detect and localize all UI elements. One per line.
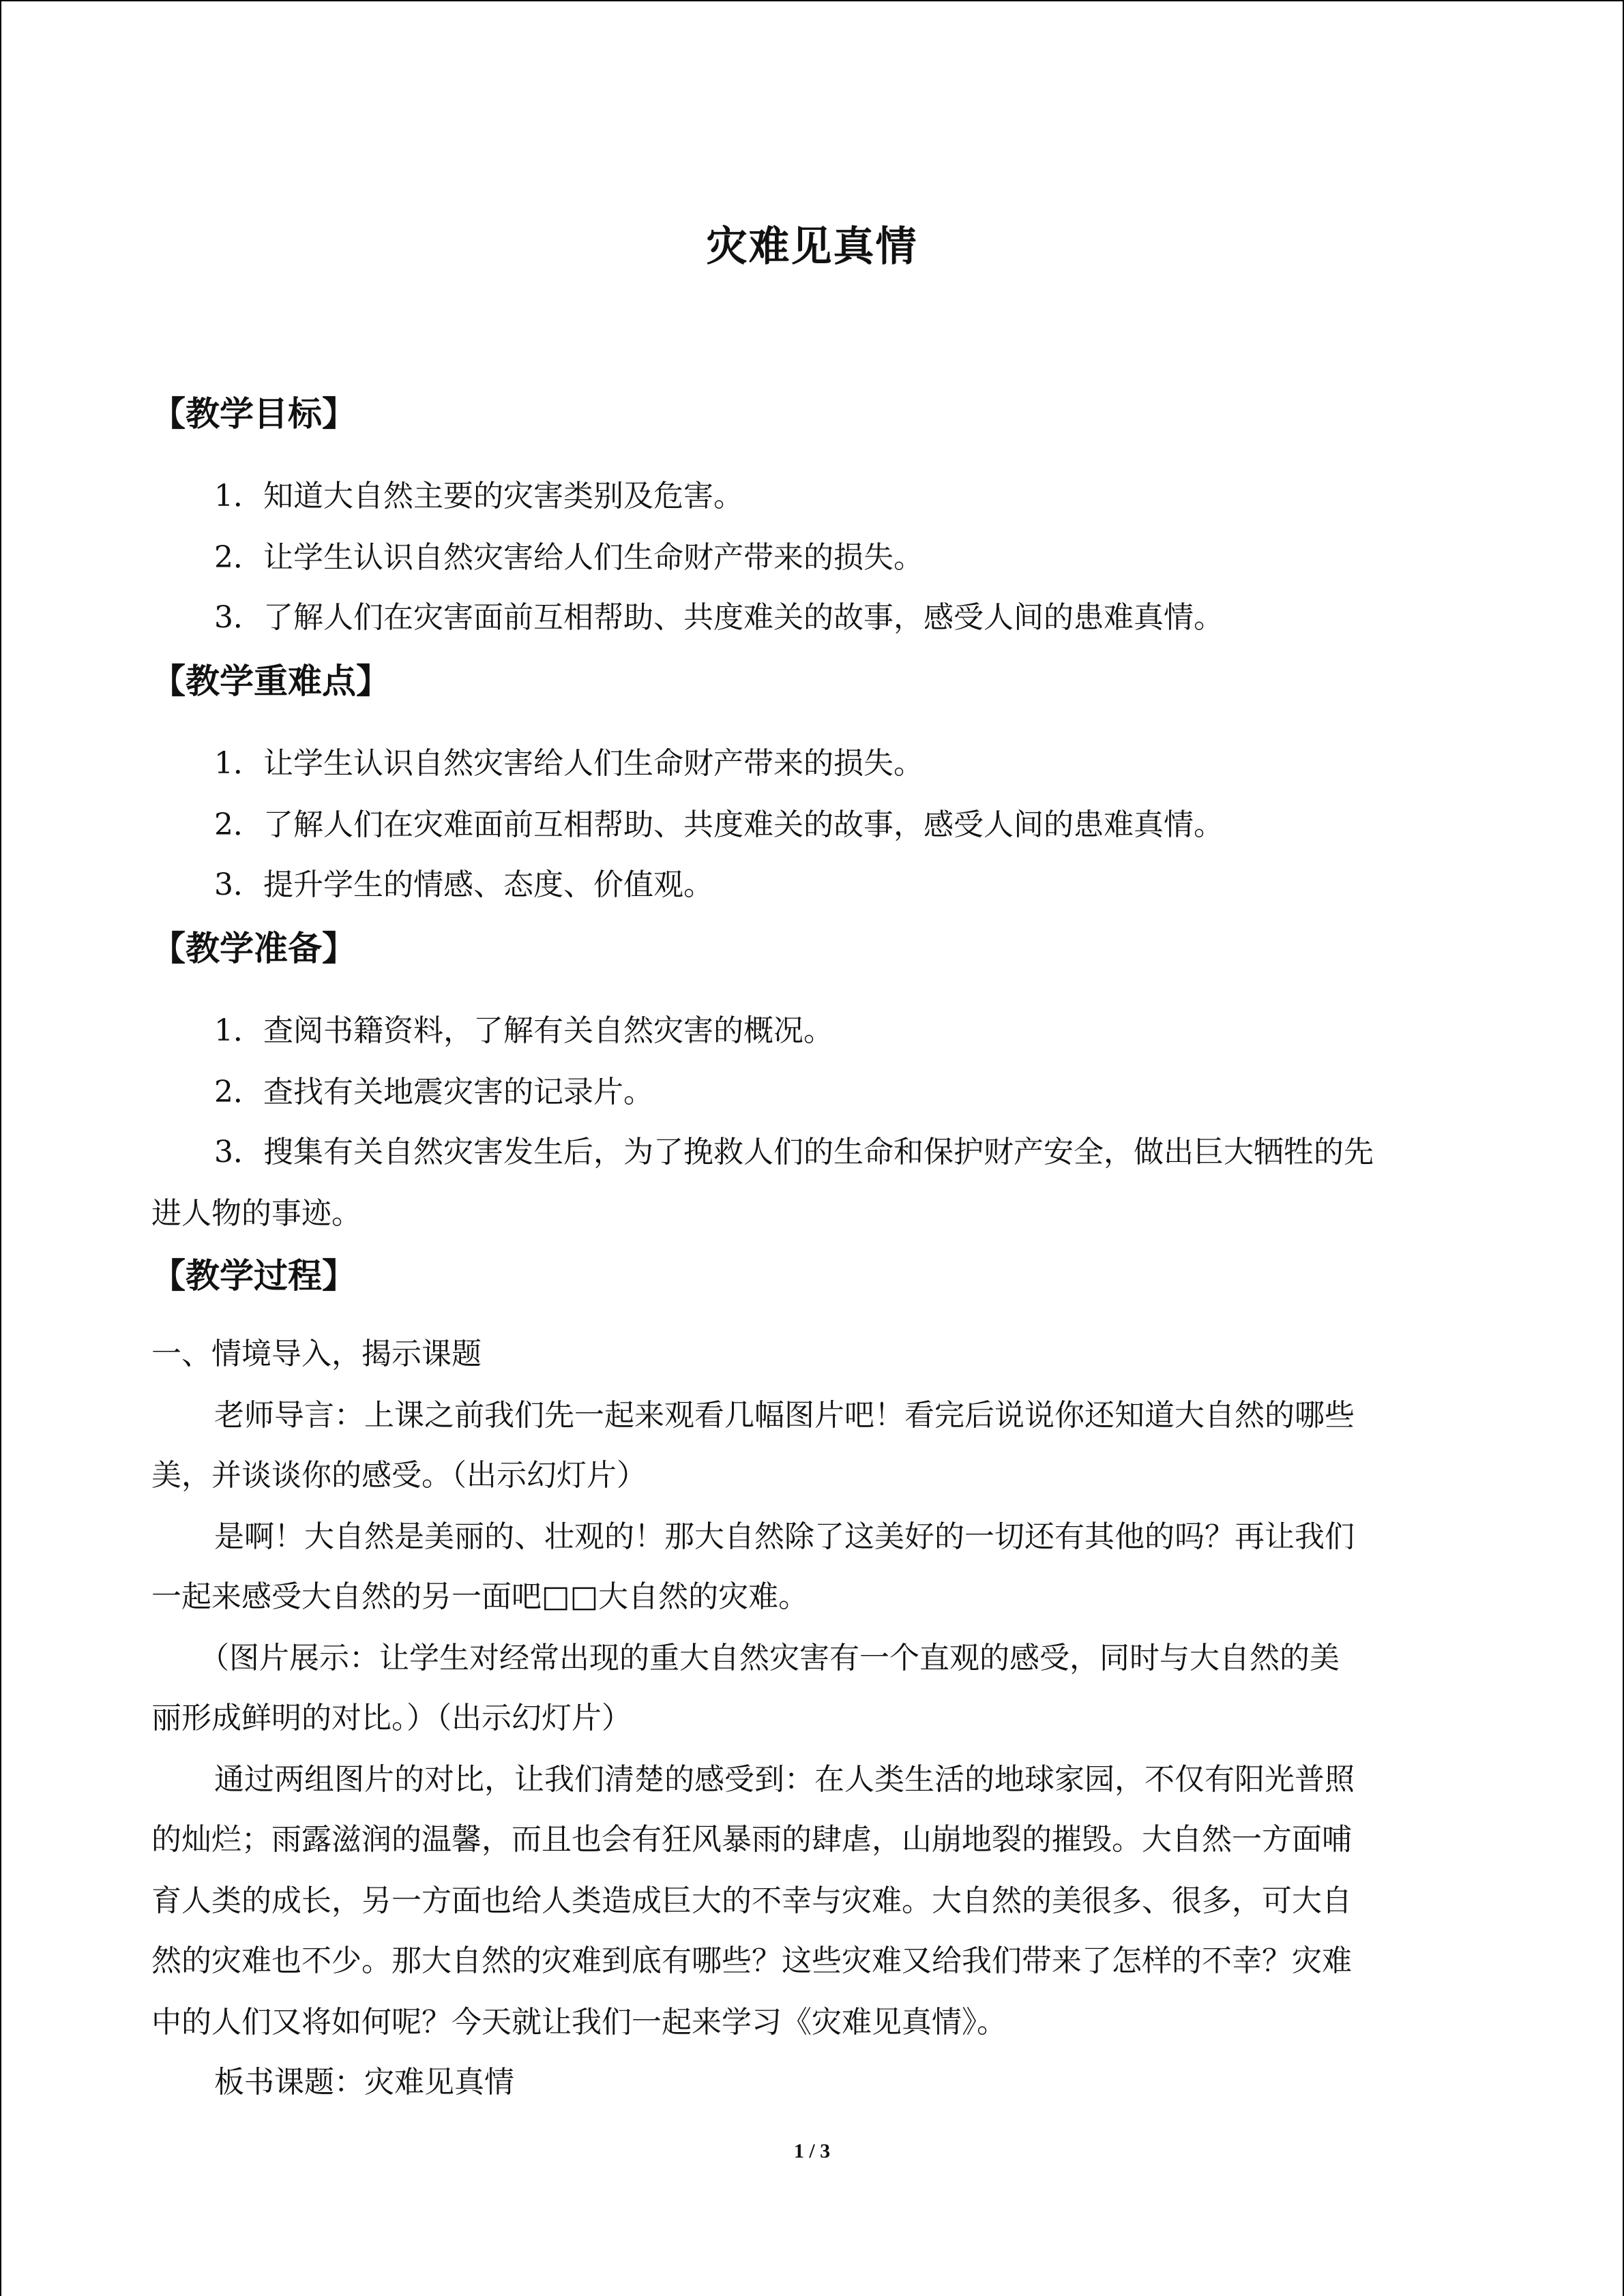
process-paragraph-line: 是啊！大自然是美丽的、壮观的！那大自然除了这美好的一切还有其他的吗？再让我们 <box>214 1519 1355 1554</box>
section-heading-process: 【教学过程】 <box>151 1255 356 1296</box>
process-paragraph-line: 丽形成鲜明的对比。）（出示幻灯片） <box>151 1701 632 1735</box>
preparation-item: 3．搜集有关自然灾害发生后，为了挽救人们的生命和保护财产安全，做出巨大牺牲的先 <box>214 1135 1374 1169</box>
key-point-item: 3．提升学生的情感、态度、价值观。 <box>214 867 713 902</box>
process-paragraph-line: （图片展示：让学生对经常出现的重大自然灾害有一个直观的感受，同时与大自然的美 <box>199 1641 1340 1675</box>
process-paragraph-line: 老师导言：上课之前我们先一起来观看几幅图片吧！看完后说说你还知道大自然的哪些 <box>214 1398 1355 1433</box>
process-paragraph-line: 板书课题：灾难见真情 <box>214 2065 514 2100</box>
preparation-item: 1．查阅书籍资料，了解有关自然灾害的概况。 <box>214 1013 833 1048</box>
section-heading-objectives: 【教学目标】 <box>151 393 356 434</box>
preparation-item: 2．查找有关地震灾害的记录片。 <box>214 1075 653 1109</box>
process-subheading: 一、情境导入，揭示课题 <box>151 1337 482 1371</box>
key-point-item: 1．让学生认识自然灾害给人们生命财产带来的损失。 <box>214 746 924 781</box>
section-heading-preparation: 【教学准备】 <box>151 928 356 968</box>
process-paragraph-line: 的灿烂；雨露滋润的温馨，而且也会有狂风暴雨的肆虐，山崩地裂的摧毁。大自然一方面哺 <box>151 1822 1352 1857</box>
process-paragraph-line: 育人类的成长，另一方面也给人类造成巨大的不幸与灾难。大自然的美很多、很多，可大自 <box>151 1883 1352 1918</box>
process-paragraph-line: 一起来感受大自然的另一面吧□□大自然的灾难。 <box>151 1579 809 1614</box>
objective-item: 1．知道大自然主要的灾害类别及危害。 <box>214 479 743 513</box>
key-point-item: 2．了解人们在灾难面前互相帮助、共度难关的故事，感受人间的患难真情。 <box>214 807 1224 842</box>
process-paragraph-line: 通过两组图片的对比，让我们清楚的感受到：在人类生活的地球家园，不仅有阳光普照 <box>214 1762 1355 1797</box>
section-heading-key-points: 【教学重难点】 <box>151 661 390 701</box>
process-paragraph-line: 美，并谈谈你的感受。（出示幻灯片） <box>151 1458 647 1493</box>
document-title: 灾难见真情 <box>706 223 918 271</box>
process-paragraph-line: 中的人们又将如何呢？今天就让我们一起来学习《灾难见真情》。 <box>151 2005 1007 2040</box>
preparation-item-continued: 进人物的事迹。 <box>151 1196 361 1231</box>
objective-item: 2．让学生认识自然灾害给人们生命财产带来的损失。 <box>214 540 924 575</box>
page-number: 1 / 3 <box>793 2140 831 2162</box>
objective-item: 3．了解人们在灾害面前互相帮助、共度难关的故事，感受人间的患难真情。 <box>214 600 1224 635</box>
process-paragraph-line: 然的灾难也不少。那大自然的灾难到底有哪些？这些灾难又给我们带来了怎样的不幸？灾难 <box>151 1943 1352 1978</box>
